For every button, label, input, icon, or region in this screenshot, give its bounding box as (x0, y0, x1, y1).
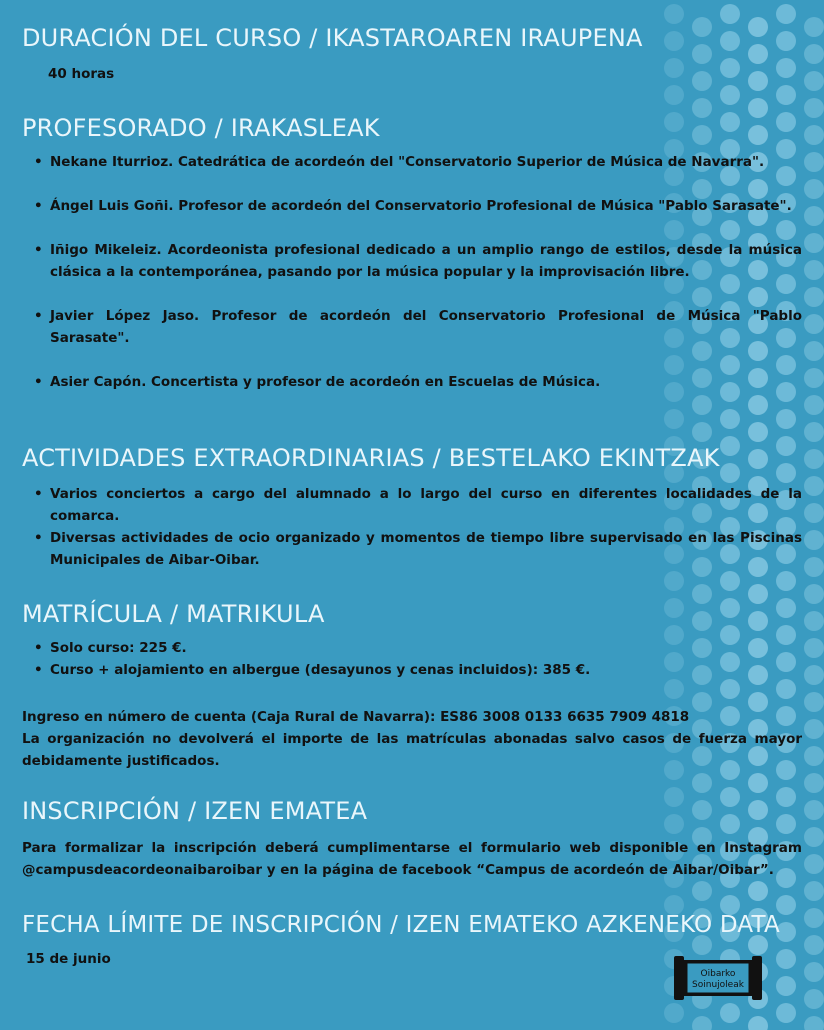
list-item: • Solo curso: 225 €. (50, 637, 802, 659)
list-item: • Diversas actividades de ocio organizado y momentos de tiempo libre supervisado en las Piscinas Municipales de Aibar-Oibar. (50, 527, 802, 571)
bank-account-text: Ingreso en número de cuenta (Caja Rural de Navarra): ES86 3008 0133 6635 7909 4818 (22, 709, 690, 725)
list-item: • Curso + alojamiento en albergue (desayunos y cenas incluidos): 385 €. (50, 659, 802, 681)
profesorado-heading: PROFESORADO / IRAKASLEAK (22, 114, 380, 142)
accordion-logo (668, 950, 768, 1006)
refund-note: La organización no devolverá el importe de las matrículas abonadas salvo casos de fuerza mayor debidamente justificados. (22, 731, 802, 769)
actividades-list (22, 483, 802, 571)
inscripcion-heading: INSCRIPCIÓN / IZEN EMATEA (22, 797, 368, 825)
list-item: • Javier López Jaso. Profesor de acordeón del Conservatorio Profesional de Música "Pablo Sarasate". (50, 305, 802, 349)
logo-line2: Soinujoleak (692, 980, 744, 990)
list-item: • Ángel Luis Goñi. Profesor de acordeón del Conservatorio Profesional de Música "Pablo Sarasate". (50, 195, 802, 217)
duracion-text: 40 horas (48, 66, 115, 82)
list-item: • Asier Capón. Concertista y profesor de acordeón en Escuelas de Música. (50, 371, 802, 393)
inscripcion-text: Para formalizar la inscripción deberá cumplimentarse el formulario web disponible en Instagram @campusdeacordeonaibaroibar y en la página de facebook “Campus de acordeón de Aibar/Oibar”. (22, 840, 802, 878)
profesorado-list (22, 151, 802, 393)
list-item: • Nekane Iturrioz. Catedrática de acordeón del "Conservatorio Superior de Música de Navarra". (50, 151, 802, 173)
duracion-heading: DURACIÓN DEL CURSO / IKASTAROAREN IRAUPENA (22, 24, 643, 52)
matricula-heading: MATRÍCULA / MATRIKULA (22, 600, 325, 628)
logo-line1: Oibarko (700, 969, 736, 979)
actividades-heading: ACTIVIDADES EXTRAORDINARIAS / BESTELAKO EKINTZAK (22, 444, 720, 472)
list-item: • Varios conciertos a cargo del alumnado a lo largo del curso en diferentes localidades de la comarca. (50, 483, 802, 527)
fecha-heading: FECHA LÍMITE DE INSCRIPCIÓN / IZEN EMATEKO AZKENEKO DATA (22, 912, 780, 938)
matricula-list (22, 637, 802, 681)
list-item: • Iñigo Mikeleiz. Acordeonista profesional dedicado a un amplio rango de estilos, desde la música clásica a la contemporánea, pasando por la música popular y la improvisación libre. (50, 239, 802, 283)
fecha-text: 15 de junio (26, 951, 111, 967)
